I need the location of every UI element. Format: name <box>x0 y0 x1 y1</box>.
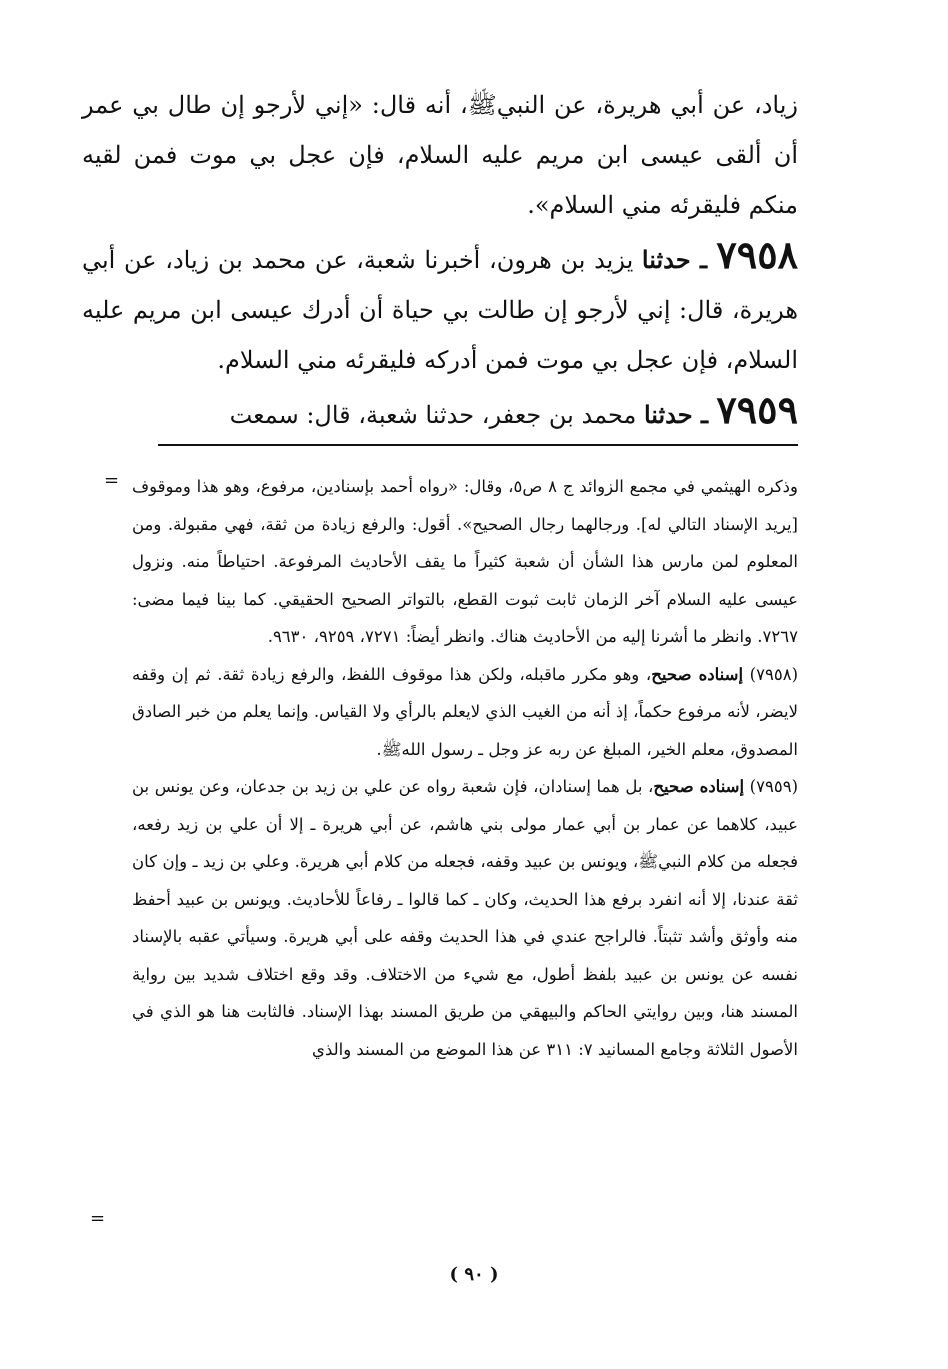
hadith-label: حدثنا <box>643 400 693 429</box>
footnote-separator <box>158 444 798 446</box>
footnotes <box>132 468 798 1068</box>
hadith-number: ٧٩٥٩ <box>716 387 798 432</box>
hadith-dash: ـ <box>690 245 717 274</box>
footnote-7959 <box>132 768 798 1068</box>
footnote-verdict: إسناده صحيح <box>651 664 744 684</box>
hadith-text: محمد بن جعفر، حدثنا شعبة، قال: سمعت <box>229 401 644 429</box>
footnote-verdict: إسناده صحيح <box>653 777 745 796</box>
hadith-number: ٧٩٥٨ <box>716 232 799 277</box>
hadith-7959 <box>82 385 798 440</box>
footnote-ref: (٧٩٥٩) <box>749 777 798 796</box>
main-text <box>82 80 798 440</box>
footnote-text: ، بل هما إسنادان، فإن شعبة رواه عن علي بن زيد بن جدعان، وعن يونس بن عبيد، كلاهما عن عمار بن أبي عمار مولى بني هاشم، عن أبي هريرة ـ إلا أن علي بن زيد رفعه، فجعله من كلام النبيﷺ، ويونس بن عبيد وقفه، فجعله من كلام أبي هريرة. وعلي بن زيد ـ وإن كان ثقة عندنا، إلا أنه انفرد برفع هذا الحديث، وكان ـ كما قالوا ـ رفاعاً للأحاديث. ويونس بن عبيد أحفظ منه وأوثق وأشد تثبتاً. فالراجح عندي في هذا الحديث وقفه على أبي هريرة. وسيأتي عقبه بالإسناد نفسه عن يونس بن عبيد بلفظ أطول، مع شيء من الاختلاف. وقد وقع اختلاف شديد بين رواية المسند هنا، وبين روايتي الحاكم والبيهقي من طريق المسند بهذا الإسناد. فالثابت هنا هو الذي في الأصول الثلاثة وجامع المسانيد ٧: ٣١١ عن هذا الموضع من المسند والذي <box>132 777 798 1059</box>
page-number: ( ٩٠ ) <box>449 1264 499 1285</box>
continuation-mark-bottom: = <box>90 1208 106 1229</box>
footnote-continuation: وذكره الهيثمي في مجمع الزوائد ج ٨ ص٥، وقال: «رواه أحمد بإسنادين، مرفوع، وهو هذا وموقوف [يريد الإسناد التالي له]. ورجالهما رجال الصحيح». أقول: والرفع زيادة من ثقة، فهي مقبولة. ومن المعلوم لمن مارس هذا الشأن أن شعبة كثيراً ما يقف الأحاديث المرفوعة. احتياطاً منه. ونزول عيسى عليه السلام آخر الزمان ثابت ثبوت القطع، بالتواتر الصحيح الحقيقي. كما بينا فيما مضى: ٧٢٦٧. وانظر ما أشرنا إليه من الأحاديث هناك. وانظر أيضاً: ٧٢٧١، ٩٢٥٩، ٩٦٣٠. <box>132 477 798 646</box>
main-paragraph-continuation: زياد، عن أبي هريرة، عن النبيﷺ، أنه قال: «إني لأرجو إن طال بي عمر أن ألقى عيسى ابن مريم عليه السلام، فإن عجل بي موت فمن لقيه منكم فليقرئه مني السلام». <box>82 91 799 219</box>
hadith-dash: ـ <box>692 400 717 429</box>
footnote-ref: (٧٩٥٨) <box>749 664 798 684</box>
hadith-label: حدثنا <box>641 245 691 274</box>
hadith-7958 <box>82 230 798 385</box>
hadith-text: يزيد بن هرون، أخبرنا شعبة، عن محمد بن زياد، عن أبي هريرة، قال: إني لأرجو إن طالت بي حياة أن أدرك عيسى ابن مريم عليه السلام، فإن عجل بي موت فمن أدركه فليقرئه مني السلام. <box>82 246 798 374</box>
footnote-7958 <box>132 656 798 769</box>
footnote-text: ، وهو مكرر ماقبله، ولكن هذا موقوف اللفظ، والرفع زيادة ثقة. ثم إن وقفه لايضر، لأنه مرفوع حكماً، إذ أنه من الغيب الذي لايعلم بالرأي ولا القياس. وإنما يعلم من خبر الصادق المصدوق، معلم الخير، المبلغ عن ربه عز وجل ـ رسول اللهﷺ. <box>132 664 798 759</box>
continuation-mark-top: = <box>104 470 120 491</box>
